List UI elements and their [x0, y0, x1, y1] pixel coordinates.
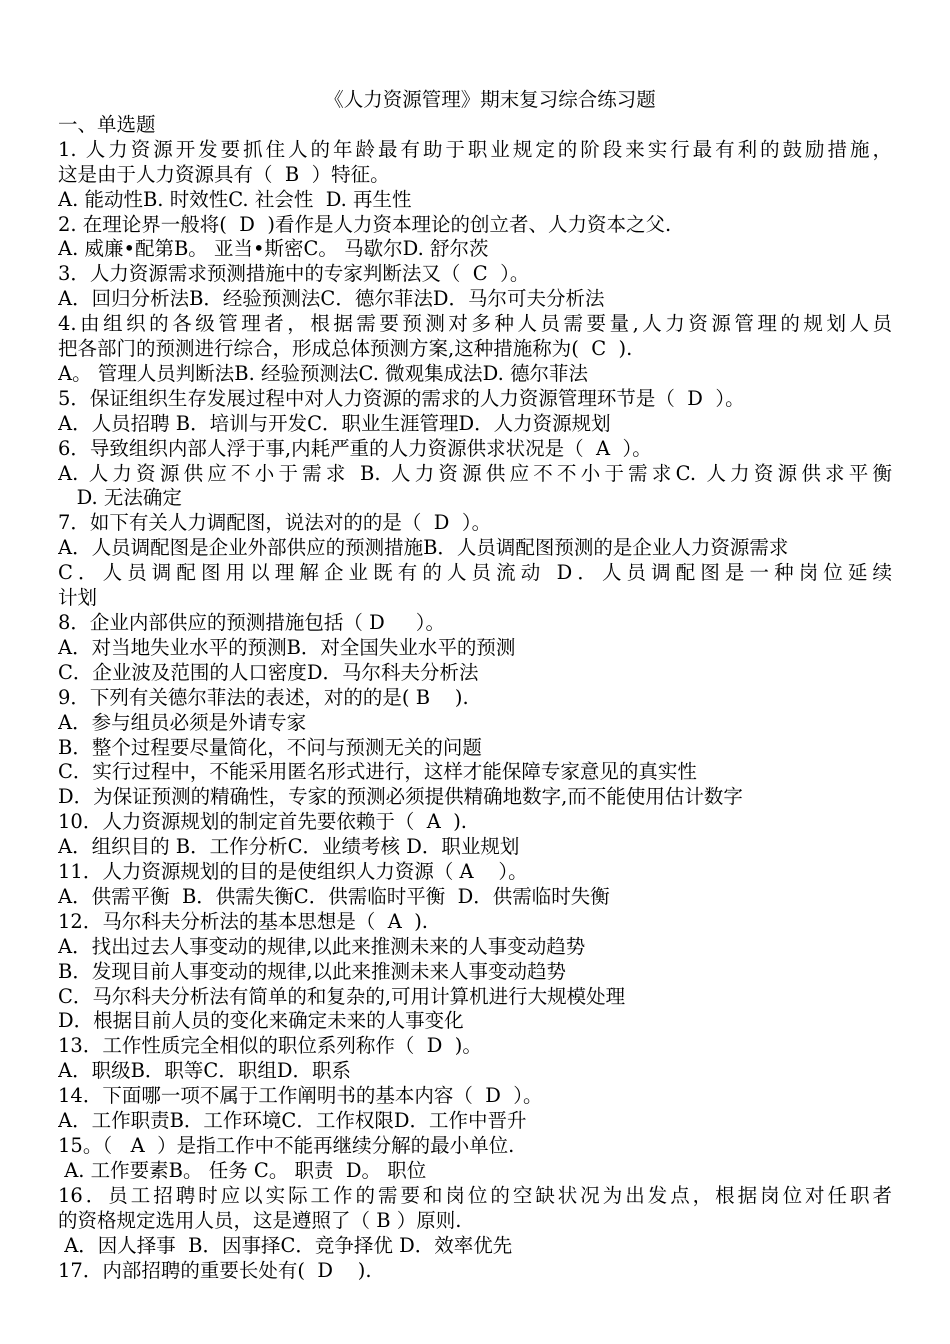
text-line: 14．下面哪一项不属于工作阐明书的基本内容（ D ）。 — [58, 1084, 543, 1108]
text-line: A. 能动性B. 时效性C. 社会性 D. 再生性 — [58, 187, 412, 211]
text-line: A．组织目的 B．工作分析C．业绩考核 D．职业规划 — [58, 835, 520, 859]
text-line: A. 工作要素B。 任务 C。 职责 D。 职位 — [58, 1158, 427, 1182]
text-line: A. 威廉•配第B。 亚当•斯密C。 马歇尔D. 舒尔茨 — [58, 237, 489, 261]
text-line: A。 管理人员判断法B. 经验预测法C. 微观集成法D. 德尔菲法 — [58, 361, 588, 385]
text-line: 13．工作性质完全相似的职位系列称作（ D )。 — [58, 1034, 482, 1058]
text-line: 这是由于人力资源具有（ B ）特征。 — [58, 162, 390, 186]
text-line: A．回归分析法B．经验预测法C．德尔菲法D．马尔可夫分析法 — [58, 287, 605, 311]
text-line: 2. 在理论界一般将( D )看作是人力资本理论的创立者、人力资本之父. — [58, 212, 672, 236]
text-line: C．人员调配图用以理解企业既有的人员流动 D．人员调配图是一种岗位延续 — [58, 561, 892, 585]
text-line: 计划 — [58, 586, 98, 610]
text-line: C．实行过程中，不能采用匿名形式进行，这样才能保障专家意见的真实性 — [58, 760, 697, 784]
text-line: A．找出过去人事变动的规律,以此来推测未来的人事变动趋势 — [58, 934, 586, 958]
text-line: B．整个过程要尽量简化，不问与预测无关的问题 — [58, 735, 482, 759]
text-line: B．发现目前人事变动的规律,以此来推测未来人事变动趋势 — [58, 959, 567, 983]
text-line: 1. 人力资源开发要抓住人的年龄最有助于职业规定的阶段来实行最有利的鼓励措施， — [58, 137, 892, 161]
text-line: D．为保证预测的精确性，专家的预测必须提供精确地数字,而不能使用估计数字 — [58, 785, 743, 809]
text-line: 10．人力资源规划的制定首先要依赖于（ A ). — [58, 810, 467, 834]
text-line: 11．人力资源规划的目的是使组织人力资源（ A ）。 — [58, 860, 528, 884]
text-line: D．根据目前人员的变化来确定未来的人事变化 — [58, 1009, 464, 1033]
document-title: 《人力资源管理》期末复习综合练习题 — [324, 88, 656, 111]
text-line: A．人员招聘 B．培训与开发C．职业生涯管理D．人力资源规划 — [58, 411, 611, 435]
text-line: C．企业波及范围的人口密度D．马尔科夫分析法 — [58, 660, 479, 684]
text-line: A. 人力资源供应不小于需求 B. 人力资源供应不不小于需求C. 人力资源供求平衡 — [58, 461, 892, 485]
text-line: 5．保证组织生存发展过程中对人力资源的需求的人力资源管理环节是（ D ）。 — [58, 386, 745, 410]
text-line: A．职级B．职等C．职组D．职系 — [58, 1059, 351, 1083]
text-line: 4.由组织的各级管理者，根据需要预测对多种人员需要量,人力资源管理的规划人员 — [58, 312, 892, 336]
text-line: 12．马尔科夫分析法的基本思想是（ A ). — [58, 909, 428, 933]
text-line: 一、单选题 — [58, 112, 156, 136]
text-line: A．人员调配图是企业外部供应的预测措施B．人员调配图预测的是企业人力资源需求 — [58, 536, 789, 560]
document-body — [58, 113, 892, 1284]
text-line: 7．如下有关人力调配图，说法对的的是（ D ）。 — [58, 511, 492, 535]
text-line: 8．企业内部供应的预测措施包括（ D ）。 — [58, 610, 445, 634]
text-line: A．参与组员必须是外请专家 — [58, 710, 307, 734]
text-line: C．马尔科夫分析法有简单的和复杂的,可用计算机进行大规模处理 — [58, 984, 626, 1008]
text-line: 15。（ A ）是指工作中不能再继续分解的最小单位. — [58, 1134, 515, 1157]
text-line: 把各部门的预测进行综合，形成总体预测方案,这种措施称为( C ). — [58, 337, 633, 361]
text-line: 17．内部招聘的重要长处有( D ). — [58, 1258, 372, 1282]
text-line: A．因人择事 B．因事择C．竞争择优 D．效率优先 — [58, 1233, 513, 1257]
text-line: 16．员工招聘时应以实际工作的需要和岗位的空缺状况为出发点，根据岗位对任职者 — [58, 1183, 892, 1207]
text-line: 6．导致组织内部人浮于事,内耗严重的人力资源供求状况是（ A ）。 — [58, 436, 652, 460]
text-line: A．工作职责B．工作环境C．工作权限D．工作中晋升 — [58, 1109, 527, 1133]
text-line: A．对当地失业水平的预测B．对全国失业水平的预测 — [58, 635, 516, 659]
text-line: 9．下列有关德尔菲法的表述，对的的是( B ). — [58, 685, 469, 709]
text-line: 3．人力资源需求预测措施中的专家判断法又（ C ）。 — [58, 262, 530, 286]
text-line: D. 无法确定 — [58, 486, 182, 510]
text-line: 的资格规定选用人员，这是遵照了（ B ）原则. — [58, 1208, 462, 1232]
text-line: A．供需平衡 B．供需失衡C．供需临时平衡 D．供需临时失衡 — [58, 884, 610, 908]
